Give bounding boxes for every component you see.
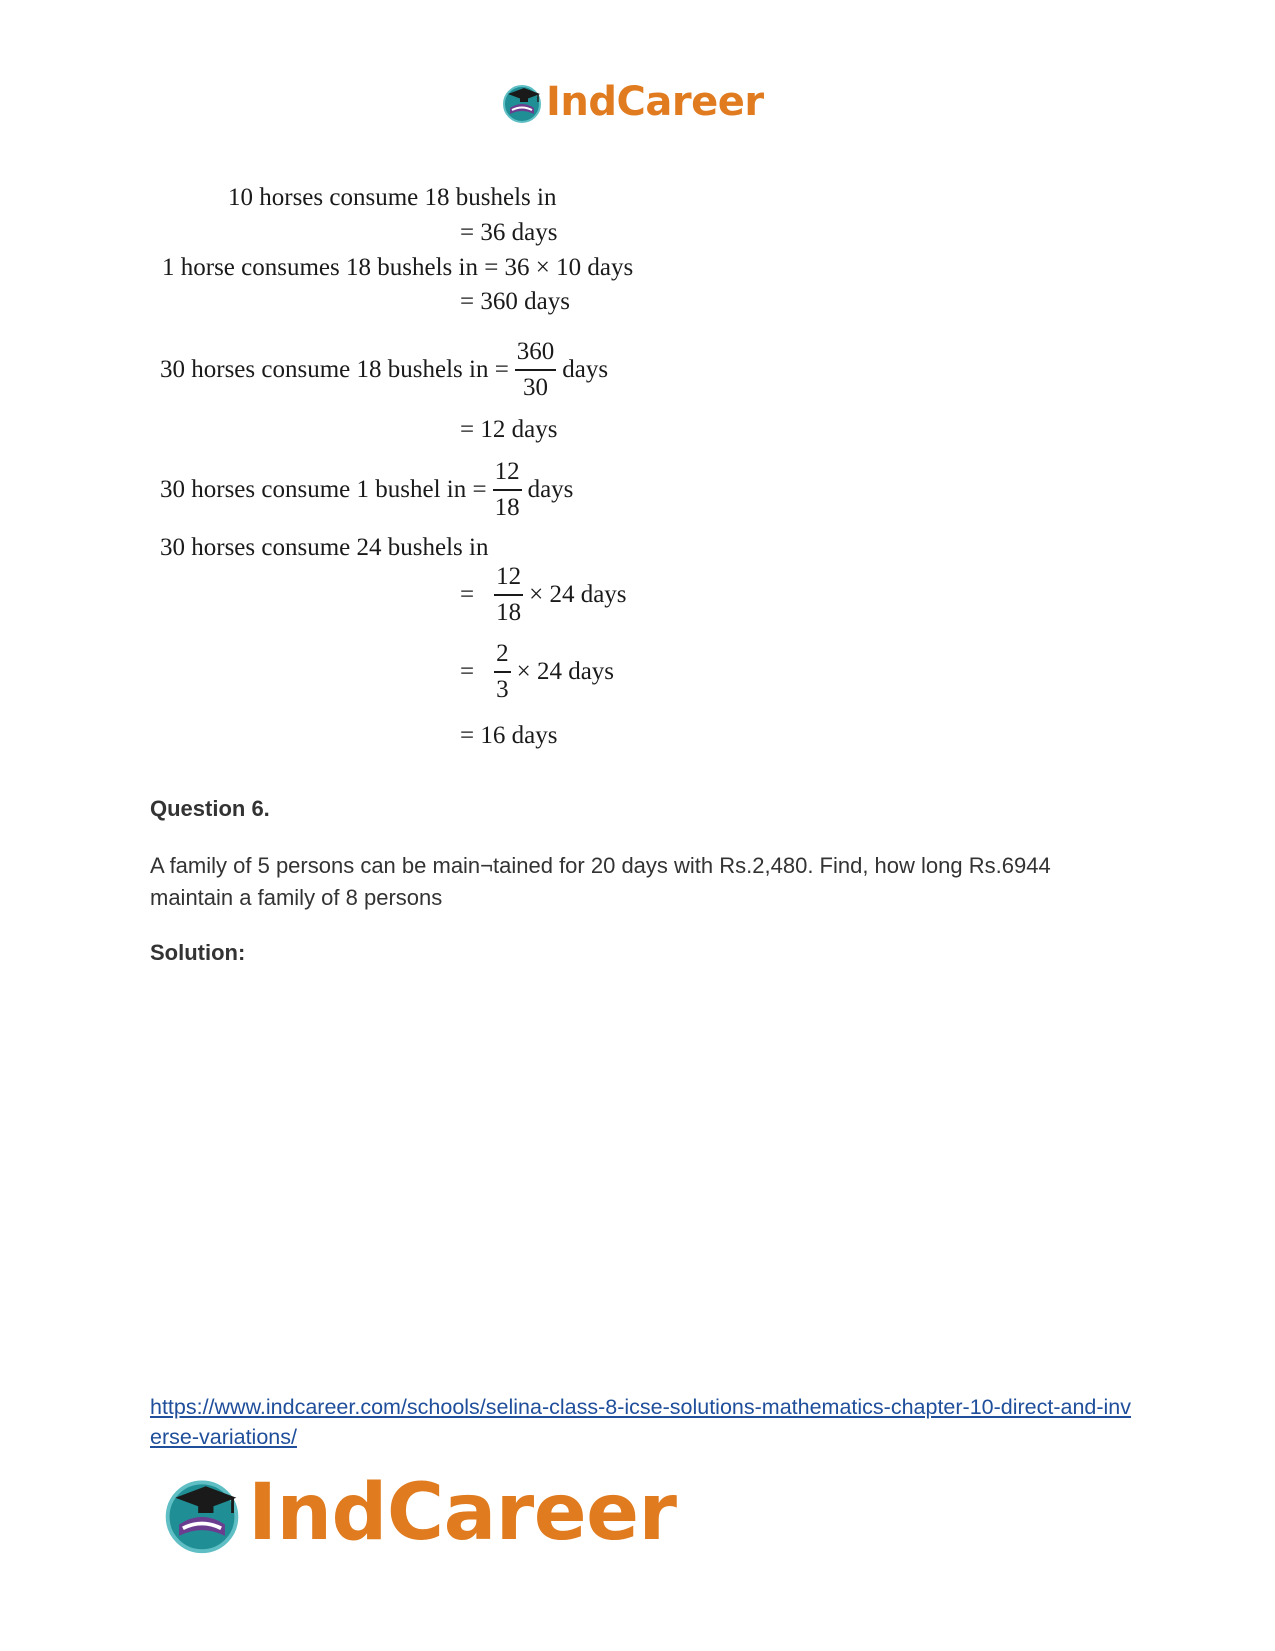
math-line: = 36 days <box>460 219 558 246</box>
math-line: 30 horses consume 24 bushels in <box>160 534 489 561</box>
header-logo-text: IndCareer <box>546 79 764 125</box>
math-line: 30 horses consume 18 bushels in = $\frac{360}{30}$ days <box>160 338 609 401</box>
math-line: 1 horse consumes 18 bushels in = 36 × 10 days <box>162 254 634 281</box>
source-link[interactable]: https://www.indcareer.com/schools/selina-class-8-icse-solutions-mathematics-chapter-10-direct-and-inverse-variations/ <box>150 1395 1132 1449</box>
fraction: $\frac{12}{18}$ <box>494 458 520 521</box>
math-line: = 360 days <box>460 288 570 315</box>
solution-label: Solution: <box>150 940 246 965</box>
math-line: = $\frac{2}{3}$ × 24 days <box>460 640 615 703</box>
question-text: A family of 5 persons can be main¬tained for 20 days with Rs.2,480. Find, how long Rs.6944 maintain a family of 8 persons <box>150 853 1051 910</box>
question-title: Question 6. <box>150 796 270 821</box>
math-line: = 16 days <box>460 722 558 749</box>
footer-logo-text: IndCareer <box>248 1468 677 1558</box>
graduation-globe-icon <box>160 1471 244 1555</box>
math-line: = 12 days <box>460 416 558 443</box>
fraction: $\frac{12}{18}$ <box>496 563 522 626</box>
math-line: = $\frac{12}{18}$ × 24 days <box>460 563 627 626</box>
footer-logo <box>160 1468 677 1558</box>
fraction: $\frac{2}{3}$ <box>496 640 509 703</box>
math-line: 30 horses consume 1 bushel in = $\frac{12}{18}$ days <box>160 458 574 521</box>
fraction: $\frac{360}{30}$ <box>516 338 555 401</box>
math-solution-image <box>0 0 1275 760</box>
math-line: 10 horses consume 18 bushels in <box>228 184 557 211</box>
